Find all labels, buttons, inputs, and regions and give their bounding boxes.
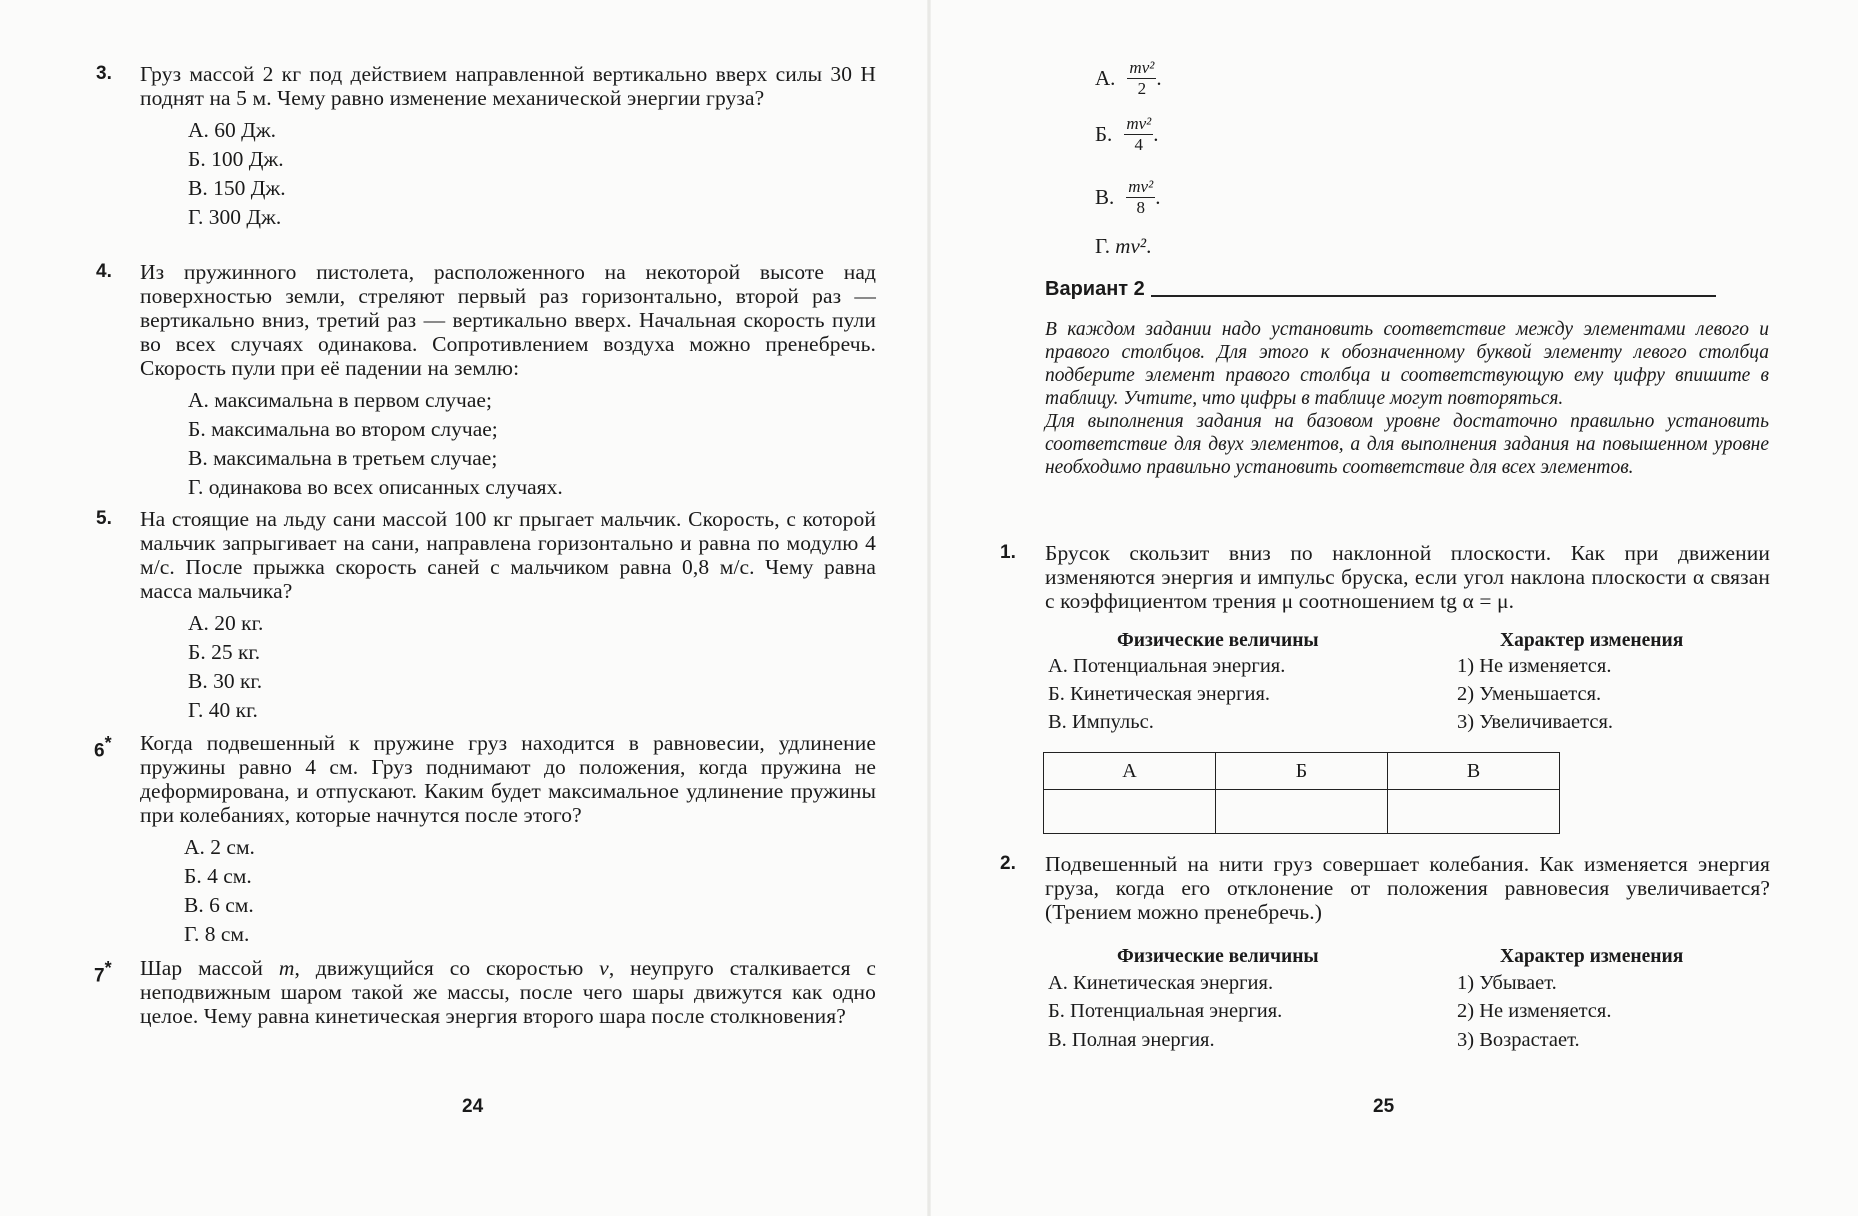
options-list — [184, 833, 876, 949]
fraction-option: Б. $\frac{\text{mv²}}{4}$ . — [1095, 114, 1159, 154]
variant-title: Вариант 2 — [1045, 278, 1145, 300]
option: Г. 40 кг. — [188, 698, 258, 722]
left-column-header: Физические величины — [1117, 630, 1319, 651]
right-item: 1) Убывает. — [1457, 972, 1557, 994]
answer-cell[interactable] — [1044, 790, 1216, 834]
answer-table-header: Б — [1216, 753, 1388, 790]
option: В. 6 см. — [184, 893, 254, 917]
answer-cell[interactable] — [1388, 790, 1560, 834]
question-text: Груз массой 2 кг под действием направленной вертикально вверх силы 30 Н поднят на 5 м. Чему равно изменение механической энергии груза? — [140, 62, 876, 110]
option-value: mv² — [1115, 234, 1147, 258]
question-text: На стоящие на льду сани массой 100 кг прыгает мальчик. Скорость, с которой мальчик запрыгивает на сани, направлена горизонтально и равна по модулю 4 м/с. После прыжка скорость саней с мальчиком равна 0,8 м/с. Чему равна масса мальчика? — [140, 507, 876, 603]
answer-table-header: А — [1044, 753, 1216, 790]
instructions — [1045, 318, 1769, 479]
left-item: Б. Потенциальная энергия. — [1048, 1000, 1283, 1022]
option: В. 150 Дж. — [188, 176, 286, 200]
option: А. 60 Дж. — [188, 118, 277, 142]
answer-table — [1043, 752, 1560, 834]
task-number: 1. — [1000, 542, 1016, 563]
left-item: Б. Кинетическая энергия. — [1048, 683, 1271, 705]
question-number: 6* — [94, 733, 112, 762]
option: А. максимальна в первом случае; — [188, 388, 492, 412]
option: Г. 300 Дж. — [188, 205, 282, 229]
task-1 — [1000, 541, 1770, 613]
options-list — [188, 609, 876, 725]
left-item: В. Полная энергия. — [1048, 1029, 1215, 1051]
answer-table-header: В — [1388, 753, 1560, 790]
option-label: В. — [1095, 185, 1115, 209]
option-label: Б. — [1095, 122, 1113, 146]
option: В. максимальна в третьем случае; — [188, 446, 498, 470]
left-item: А. Потенциальная энергия. — [1048, 655, 1286, 677]
question-number: 4. — [96, 261, 112, 282]
question-7 — [94, 956, 876, 1028]
option: В. 30 кг. — [188, 669, 263, 693]
option: Г. 8 см. — [184, 922, 250, 946]
question-number: 7* — [94, 958, 112, 987]
variant-heading — [1045, 278, 1716, 301]
fraction-option: А. $\frac{\text{mv²}}{2}$ . — [1095, 58, 1162, 98]
right-column-header: Характер изменения — [1500, 946, 1684, 967]
right-item: 1) Не изменяется. — [1457, 655, 1612, 677]
option: Г. одинакова во всех описанных случаях. — [188, 475, 563, 499]
heading-rule — [1151, 295, 1716, 297]
question-number: 5. — [96, 508, 112, 529]
task-number: 2. — [1000, 853, 1016, 874]
right-column-header: Характер изменения — [1500, 630, 1684, 651]
left-item: А. Кинетическая энергия. — [1048, 972, 1274, 994]
fraction: $\frac{\text{mv²}}{4}$ — [1126, 114, 1152, 154]
fraction-option: В. $\frac{\text{mv²}}{8}$ . — [1095, 177, 1161, 217]
question-text: Из пружинного пистолета, расположенного на некоторой высоте над поверхностью земли, стреляют первый раз горизонтально, второй раз — вертикально вниз, третий раз — вертикально вверх. Начальная скорость пули во всех случаях одинакова. Сопротивлением воздуха можно пренебречь. Скорость пули при её падении на землю: — [140, 260, 876, 380]
question-text: Шар массой m, движущийся со скоростью v, неупруго сталкивается с неподвижным шаром такой же массы, после чего шары движутся как одно целое. Чему равна кинетическая энергия второго шара после столкновения? — [140, 956, 876, 1028]
task-text: Подвешенный на нити груз совершает колебания. Как изменяется энергия груза, когда его отклонение от положения равновесия увеличивается? (Трением можно пренебречь.) — [1045, 852, 1770, 924]
question-4 — [96, 260, 876, 502]
instructions-paragraph: В каждом задании надо установить соответствие между элементами левого и правого столбцов. Для этого к обозначенному буквой элементу левого столбца подберите элемент правого столбца и соответствующую ему цифру впишите в таблицу. Учтите, что цифры в таблице могут повторяться. — [1045, 319, 1769, 409]
option-label: А. — [1095, 66, 1116, 90]
fraction: $\frac{\text{mv²}}{2}$ — [1129, 58, 1155, 98]
page-number: 25 — [1373, 1096, 1395, 1117]
option: Б. 4 см. — [184, 864, 252, 888]
option: Б. 100 Дж. — [188, 147, 284, 171]
question-5 — [96, 507, 876, 725]
option: Б. максимальна во втором случае; — [188, 417, 498, 441]
right-item: 3) Увеличивается. — [1457, 711, 1614, 733]
options-list — [188, 116, 876, 232]
task-2 — [1000, 852, 1770, 924]
option: А. 20 кг. — [188, 611, 264, 635]
option-g: Г. mv² . — [1095, 234, 1152, 258]
question-text: Когда подвешенный к пружине груз находится в равновесии, удлинение пружины равно 4 см. Груз поднимают до положения, когда пружина не деформирована, и отпускают. Каким будет максимальное удлинение пружины при колебаниях, которые начнутся после этого? — [140, 731, 876, 827]
question-number: 3. — [96, 63, 112, 84]
option: Б. 25 кг. — [188, 640, 261, 664]
right-item: 2) Не изменяется. — [1457, 1000, 1612, 1022]
answer-cell[interactable] — [1216, 790, 1388, 834]
task-text: Брусок скользит вниз по наклонной плоскости. Как при движении изменяются энергия и импульс бруска, если угол наклона плоскости α связан с коэффициентом трения μ соотношением tg α = μ. — [1045, 541, 1770, 613]
left-item: В. Импульс. — [1048, 711, 1154, 733]
options-list — [188, 386, 876, 502]
option: А. 2 см. — [184, 835, 255, 859]
page-number: 24 — [462, 1096, 484, 1117]
left-column-header: Физические величины — [1117, 946, 1319, 967]
instructions-paragraph: Для выполнения задания на базовом уровне достаточно правильно установить соответствие для двух элементов, а для выполнения задания на повышенном уровне необходимо правильно установить соответствие для всех элементов. — [1045, 411, 1769, 478]
right-item: 3) Возрастает. — [1457, 1029, 1580, 1051]
right-item: 2) Уменьшается. — [1457, 683, 1602, 705]
question-3 — [96, 62, 876, 232]
question-6 — [94, 731, 876, 949]
fraction: $\frac{\text{mv²}}{8}$ — [1128, 177, 1154, 217]
